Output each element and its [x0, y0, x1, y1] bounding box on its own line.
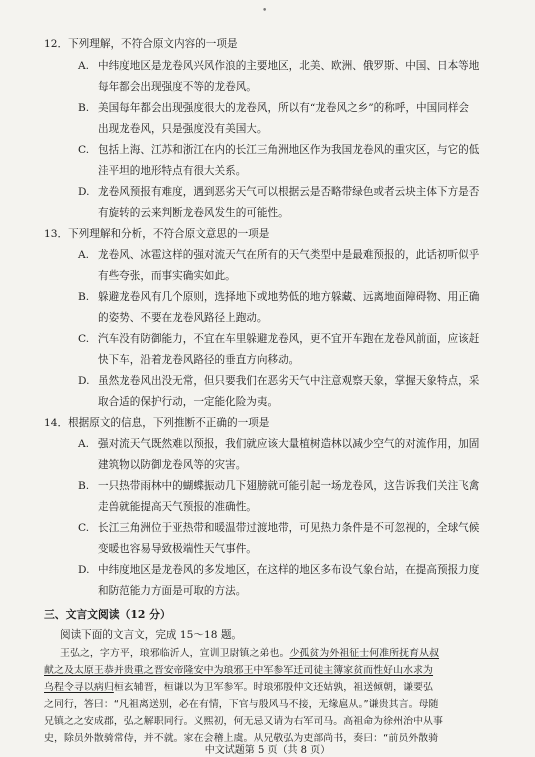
option-text: 美国每年都会出现强度很大的龙卷风，所以有“龙卷风之乡”的称呼，中国同样会 [98, 102, 470, 114]
option-text: 汽车没有防御能力，不宜在车里躲避龙卷风，更不宜开车跑在龙卷风前面，应该赶 [98, 333, 480, 345]
option-text: 包括上海、江苏和浙江在内的长江三角洲地区作为我国龙卷风的重灾区，与它的低 [98, 144, 480, 156]
option-label: D. [78, 186, 90, 198]
classical-text-line [44, 697, 504, 713]
option-text: 躲避龙卷风有几个原则，选择地下或地势低的地方躲藏、远离地面障碍物、用正确 [98, 291, 480, 303]
classical-text-line [44, 731, 504, 747]
option-label: A. [78, 249, 90, 261]
question-13-option-c [78, 329, 506, 370]
passage-text: 王弘之，字方平，琅邪临沂人，宣训卫尉镇之弟也。 [60, 648, 290, 659]
underlined-passage: 少孤贫为外祖征士何准所抚育从叔 [289, 648, 440, 659]
option-text-cont: 变暖也容易导致极端性天气事件。 [98, 542, 257, 555]
underlined-passage: 乌程令寻以病归 [44, 682, 114, 693]
question-14-option-b [78, 476, 506, 517]
question-13-stem: 13．下列理解和分析，不符合原文意思的一项是 [44, 228, 270, 240]
option-label: D. [78, 375, 90, 387]
option-text: 虽然龙卷风出没无常，但只要我们在恶劣天气中注意观察天象，掌握天象特点，采 [98, 375, 480, 387]
section-heading: 三、文言文阅读（12 分） [44, 608, 171, 621]
option-label: D. [78, 564, 90, 576]
question-14-stem: 14．根据原文的信息，下列推断不正确的一项是 [44, 417, 270, 429]
option-label: B. [78, 291, 90, 303]
classical-text-line [44, 714, 504, 730]
option-text: 长江三角洲位于亚热带和暖温带过渡地带，可见热力条件是不可忽视的，全球气候 [98, 522, 480, 534]
option-label: C. [78, 144, 90, 156]
page-footer: 中文试题第 5 页（共 8 页） [204, 745, 331, 756]
option-text: 中纬度地区是龙卷风兴风作浪的主要地区，北美、欧洲、俄罗斯、中国、日本等地 [98, 60, 480, 72]
question-14-option-a [78, 434, 506, 475]
option-label: B. [78, 480, 90, 492]
section-instructions: 阅读下面的文言文，完成 15～18 题。 [60, 629, 243, 641]
option-text: 中纬度地区是龙卷风的多发地区，在这样的地区多布设气象台站，在提高预报力度 [98, 564, 480, 576]
header-dot: • [262, 6, 268, 16]
option-text-cont: 有旋转的云来判断龙卷风发生的可能性。 [98, 206, 289, 219]
question-12-option-c [78, 140, 506, 181]
question-13-option-d [78, 371, 506, 412]
option-text-cont: 的姿势、不要在龙卷风路径上跑动。 [98, 311, 268, 324]
option-text-cont: 每年都会出现强度不等的龙卷风。 [98, 80, 257, 93]
option-text-cont: 有些夸张，而事实确实如此。 [98, 269, 236, 282]
option-label: A. [78, 60, 90, 72]
underlined-passage: 献之及太原王恭并贵重之晋安帝隆安中为琅邪王中军参军迁司徒主簿家贫而性好山水求为 [44, 665, 434, 676]
question-12-stem: 12．下列理解，不符合原文内容的一项是 [44, 38, 238, 50]
option-label: A. [78, 438, 90, 450]
option-text-cont: 建筑物以防御龙卷风等的灾害。 [98, 458, 247, 471]
question-14-option-d [78, 560, 506, 601]
question-12-option-a [78, 56, 506, 97]
question-13-option-b [78, 287, 506, 328]
option-text: 强对流天气既然难以预报，我们就应该大量植树造林以减少空气的对流作用，加固 [98, 438, 480, 450]
option-text-cont: 和防范能力方面是可取的方法。 [98, 584, 247, 597]
passage-text: 桓玄辅晋，桓谦以为卫军参军。时琅邪殷仲文还姑孰，祖送倾朝，谦要弘 [113, 682, 434, 693]
question-12-option-d [78, 182, 506, 223]
classical-text-line [44, 646, 504, 662]
question-13-option-a [78, 245, 506, 286]
option-label: B. [78, 102, 90, 114]
question-12-option-b [78, 98, 506, 139]
option-text-cont: 洼平坦的地形特点有很大关系。 [98, 164, 247, 177]
classical-text-line [44, 663, 504, 679]
option-text-cont: 取合适的保护行动，一定能化险为夷。 [98, 395, 279, 408]
option-text-cont: 出现龙卷风，只是强度没有美国大。 [98, 122, 268, 135]
option-text-cont: 走兽就能提高天气预报的准确性。 [98, 500, 257, 513]
option-text: 龙卷风、冰雹这样的强对流天气在所有的天气类型中是最难预报的，此话初听似乎 [98, 249, 480, 261]
passage-text: 之同行，答曰：“凡祖离送别，必在有情，下官与殷风马不接，无缘扈从。”谦贵其言。母随 [44, 699, 439, 710]
option-label: C. [78, 522, 90, 534]
passage-text: 兄镇之之安成郡，弘之解职同行。义熙初，何无忌又请为右军司马。高祖命为徐州治中从事 [44, 716, 444, 727]
option-label: C. [78, 333, 90, 345]
option-text: 龙卷风预报有难度，遇到恶劣天气可以根据云是否略带绿色或者云块主体下方是否 [98, 186, 480, 198]
passage-text: 史，除员外散骑常侍，并不就。家在会稽上虞。从兄敬弘为吏部尚书，奏曰：“前员外散骑 [44, 733, 439, 744]
option-text-cont: 快下车，沿着龙卷风路径的垂直方向移动。 [98, 353, 300, 366]
option-text: 一只热带雨林中的蝴蝶振动几下翅膀就可能引起一场龙卷风，这告诉我们关注飞禽 [98, 480, 480, 492]
classical-text-line [44, 680, 504, 696]
question-14-option-c [78, 518, 506, 559]
